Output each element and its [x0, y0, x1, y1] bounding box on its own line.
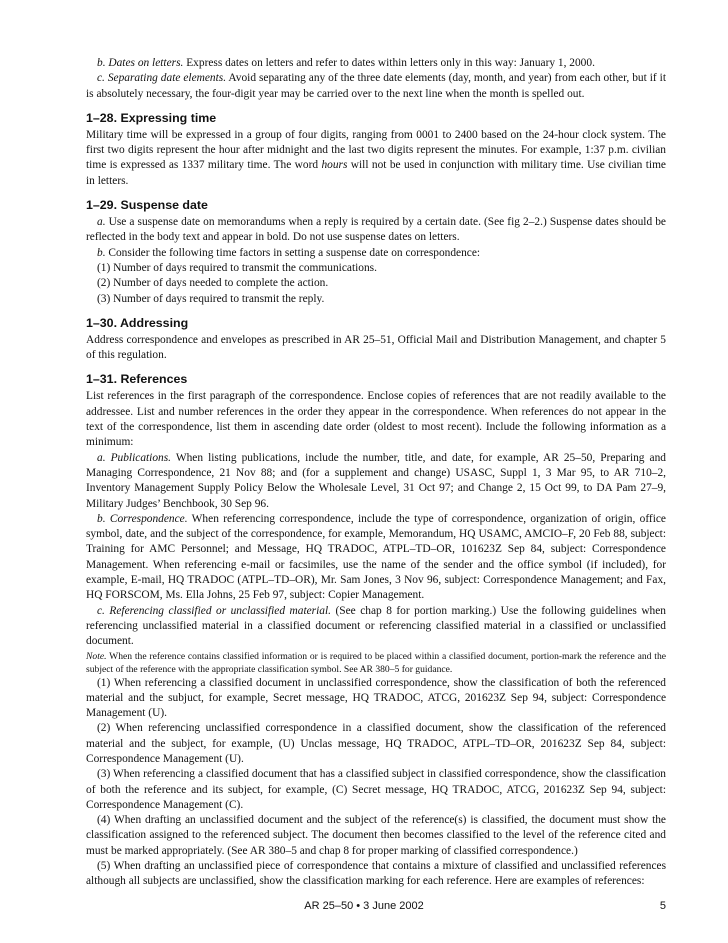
- paragraph-reference-rule: (3) When referencing a classified document that has a classified subject in classified correspondence, show the classification of both the reference and its subject, for example, (C) Secret message, HQ TRADOC, ATCG, 201623Z Sep 94, subject: Correspondence Management (C).: [86, 768, 666, 811]
- paragraph-dates-on-letters: [86, 56, 666, 71]
- subpara-lead: a. Publications.: [97, 451, 172, 464]
- paragraph-reference-rule: (1) When referencing a classified document in unclassified correspondence, show the classification of both the referenced material and the subjuct, for example, Secret message, HQ TRADOC, ATCG, 201623Z Sep 94, subject: Correspondence Management (U).: [86, 676, 666, 720]
- paragraph-correspondence: [86, 512, 666, 604]
- paragraph-text: Use a suspense date on memorandums when a reply is required by a certain date. (See fig 2–2.) Suspense dates should be reflected in the body text and appear in bold. Do not use suspense dates on letters.: [86, 216, 666, 244]
- section-heading-1-29: 1–29. Suspense date: [86, 198, 208, 213]
- paragraph-classified-material: [86, 604, 666, 650]
- subpara-lead: c. Separating date elements.: [97, 72, 227, 85]
- paragraph-reference-rule: (2) When referencing unclassified correspondence in a classified document, show the classification of the referenced material and the subject, for example, (U) Unclas message, HQ TRADOC, ATPL–TD–OR, 201623Z Sep 84, subject: Correspondence Management (U).: [86, 722, 666, 765]
- paragraph-text: When referencing correspondence, include the type of correspondence, organization of origin, office symbol, date, and the subject of the correspondence, for example, Memorandum, HQ USAMC, AMCIO–F, 20 Feb 88, subject: Training for AMC Personnel; and Message, HQ TRADOC, ATPL–TD–OR, 101623Z Sep 84, subject: Correspondence Management. When referencing e-mail or facsimiles, use the name of the sender and the office symbol (if included), for example, E-mail, HQ TRADOC (ATPL–TD–OR), Mr. Sam Jones, 3 Nov 96, subject: Correspondence Management; and Fax, HQ FORSCOM, Ms. Ella Johns, 25 Feb 97, subject: Copier Management.: [86, 512, 666, 602]
- subpara-lead: b. Correspondence.: [97, 512, 188, 525]
- list-item: (2) Number of days needed to complete the action.: [97, 277, 329, 290]
- paragraph-suspense-b: [86, 246, 666, 261]
- paragraph-text: Express dates on letters and refer to dates within letters only in this way: January 1, 2000.: [183, 57, 595, 69]
- document-body: [86, 56, 666, 890]
- subpara-lead: a.: [97, 216, 106, 229]
- subpara-lead: b. Dates on letters.: [97, 57, 184, 69]
- paragraph-text: will not be used in conjunction with military time. Use civilian time in letters.: [86, 159, 666, 187]
- paragraph-addressing: Address correspondence and envelopes as prescribed in AR 25–51, Official Mail and Distribution Management, and chapter 5 of this regulation.: [86, 333, 666, 362]
- note-lead: Note.: [86, 650, 107, 662]
- paragraph-references-intro: List references in the first paragraph of the correspondence. Enclose copies of references that are not readily available to the addressee. List and number references in the order they appear in the correspondence. When references do not appear in the text of the correspondence, list them in ascending date order (oldest to most recent). Include the following information as a minimum:: [86, 390, 666, 449]
- paragraph-text: When listing publications, include the number, title, and date, for example, AR 25–50, Preparing and Managing Correspondence, 21 Nov 88; and (for a supplement and change) USASC, Suppl 1, 3 Mar 95, to AR 710–2, Inventory Management Supply Policy Below the Wholesale Level, 31 Oct 97; and Change 2, 15 Oct 99, to DA Pam 27–9, Military Judges’ Benchbook, 30 Sep 96.: [86, 451, 666, 510]
- list-item: (3) Number of days required to transmit the reply.: [97, 292, 325, 305]
- paragraph-reference-rule: (5) When drafting an unclassified piece of correspondence that contains a mixture of classified and unclassified references although all subjects are unclassified, show the classification marking for each reference. Here are examples of references:: [86, 860, 666, 888]
- subpara-lead: c. Referencing classified or unclassified material.: [97, 604, 331, 617]
- list-item: (1) Number of days required to transmit the communications.: [97, 261, 377, 274]
- page-footer: [0, 900, 728, 914]
- section-heading-1-30: 1–30. Addressing: [86, 315, 189, 330]
- subpara-lead: b.: [97, 246, 106, 259]
- note: [86, 650, 666, 676]
- paragraph-suspense-a: [86, 215, 666, 246]
- paragraph-reference-rule: (4) When drafting an unclassified document and the subject of the reference(s) is classified, the document must show the classification assigned to the referenced subject. The document then becomes classified to the level of the reference cited and must be marked appropriately. (See AR 380–5 and chap 8 for proper marking of classified correspondence.): [86, 814, 666, 857]
- paragraph-separating-date-elements: [86, 71, 666, 102]
- paragraph-text: (See chap 8 for portion marking.) Use the following guidelines when referencing unclassified material in a classified document or referencing classified material in a classified or unclassified document.: [86, 604, 666, 648]
- paragraph-text: Military time will be expressed in a group of four digits, ranging from 0001 to 2400 based on the 24-hour clock system. The first two digits represent the hour after midnight and the last two digits represent the minutes. For example, 1:37 p.m. civilian time is expressed as 1337 military time. The word: [86, 128, 666, 172]
- paragraph-publications: [86, 451, 666, 512]
- paragraph-text: Consider the following time factors in setting a suspense date on correspondence:: [105, 246, 481, 259]
- paragraph-text: Avoid separating any of the three date elements (day, month, and year) from each other, but if it is absolutely necessary, the four-digit year may be carried over to the next line when the month is spelled out.: [86, 72, 666, 100]
- note-text: When the reference contains classified information or is required to be placed within a classified document, portion-mark the reference and the subject of the reference with the appropriate classification symbol. See AR 380–5 for guidance.: [86, 650, 666, 675]
- paragraph-expressing-time: [86, 128, 666, 189]
- emphasized-word: hours: [321, 159, 348, 172]
- section-heading-1-31: 1–31. References: [86, 372, 188, 387]
- footer-publication: AR 25–50 • 3 June 2002: [304, 900, 424, 912]
- page-number: 5: [659, 900, 666, 912]
- section-heading-1-28: 1–28. Expressing time: [86, 110, 217, 125]
